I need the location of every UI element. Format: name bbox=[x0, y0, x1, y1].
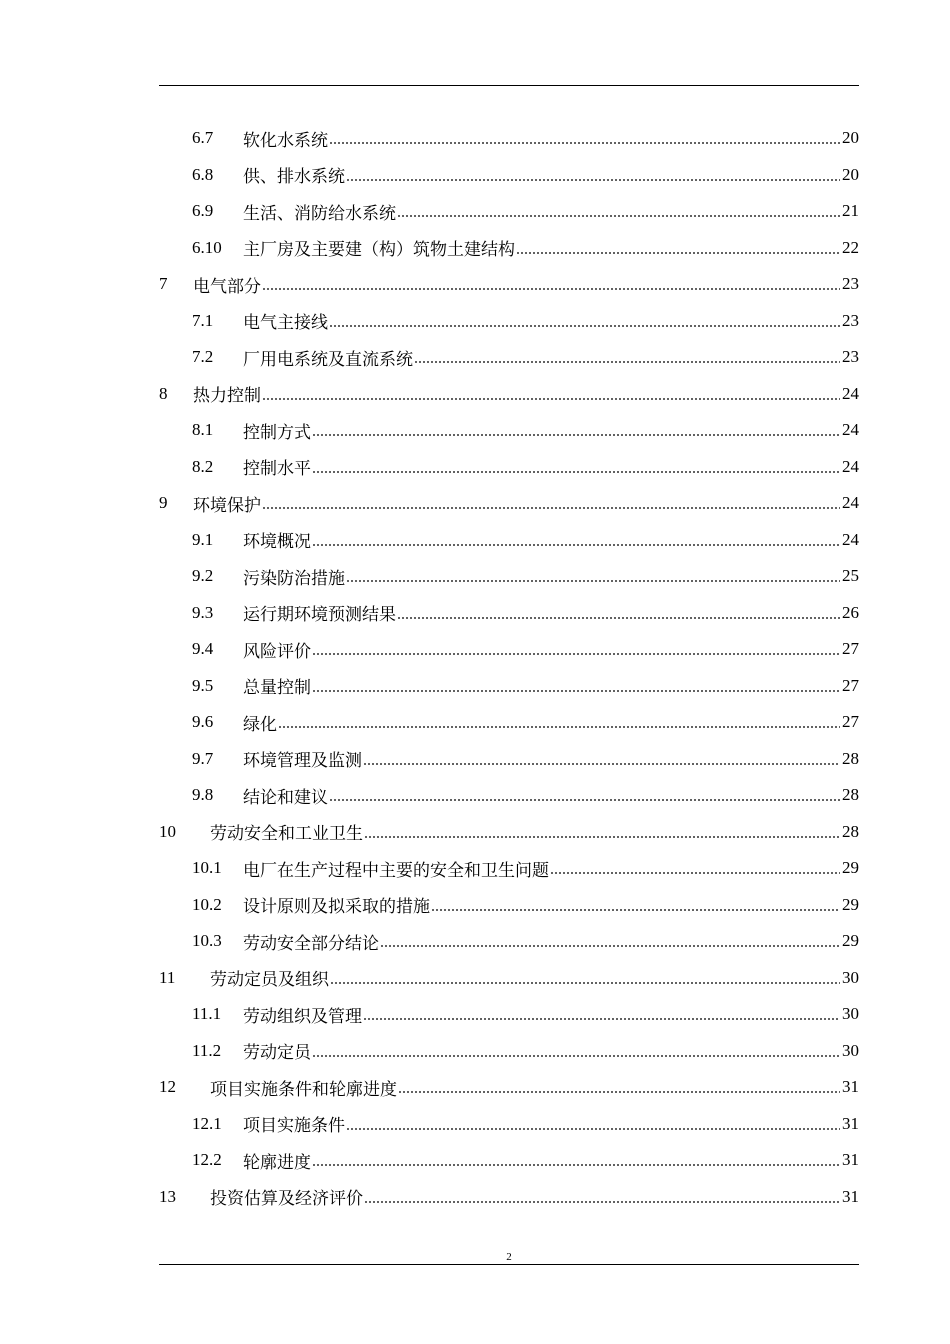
toc-dot-leader bbox=[262, 397, 840, 401]
toc-entry-number: 13 bbox=[159, 1186, 176, 1206]
toc-entry-page: 30 bbox=[842, 1004, 859, 1024]
toc-entry-number: 12.2 bbox=[192, 1150, 222, 1170]
toc-entry-number: 12 bbox=[159, 1077, 176, 1097]
toc-dot-leader bbox=[278, 725, 840, 729]
toc-entry-page: 20 bbox=[842, 128, 859, 148]
toc-entry[interactable] bbox=[159, 157, 859, 194]
toc-entry-page: 28 bbox=[842, 785, 859, 805]
toc-entry[interactable] bbox=[159, 120, 859, 157]
toc-dot-leader bbox=[363, 1017, 840, 1021]
toc-entry-title: 设计原则及拟采取的措施 bbox=[243, 897, 430, 917]
toc-entry[interactable] bbox=[159, 704, 859, 741]
toc-entry[interactable] bbox=[159, 668, 859, 705]
toc-dot-leader bbox=[312, 433, 840, 437]
toc-dot-leader bbox=[346, 1127, 840, 1131]
toc-entry-title: 环境保护 bbox=[193, 495, 261, 515]
toc-entry-number: 11 bbox=[159, 967, 176, 987]
header-rule bbox=[159, 85, 859, 86]
toc-entry[interactable] bbox=[159, 814, 859, 851]
toc-entry[interactable] bbox=[159, 631, 859, 668]
toc-dot-leader bbox=[312, 470, 840, 474]
toc-dot-leader bbox=[262, 287, 840, 291]
toc-entry-page: 23 bbox=[842, 274, 859, 294]
toc-entry[interactable] bbox=[159, 595, 859, 632]
toc-entry-title: 污染防治措施 bbox=[243, 568, 345, 588]
toc-dot-leader bbox=[364, 1200, 840, 1204]
toc-entry-page: 29 bbox=[842, 894, 859, 914]
toc-entry-number: 7 bbox=[159, 274, 168, 294]
toc-entry-title: 劳动定员及组织 bbox=[210, 970, 329, 990]
toc-entry[interactable] bbox=[159, 1179, 859, 1216]
toc-entry-title: 项目实施条件和轮廓进度 bbox=[210, 1079, 397, 1099]
toc-entry-number: 10 bbox=[159, 821, 176, 841]
toc-entry[interactable] bbox=[159, 1142, 859, 1179]
toc-dot-leader bbox=[330, 981, 840, 985]
toc-entry-page: 24 bbox=[842, 529, 859, 549]
toc-entry-page: 23 bbox=[842, 347, 859, 367]
footer-rule bbox=[159, 1264, 859, 1265]
toc-entry-page: 24 bbox=[842, 383, 859, 403]
toc-entry-title: 厂用电系统及直流系统 bbox=[243, 349, 413, 369]
toc-dot-leader bbox=[398, 1090, 840, 1094]
toc-entry-number: 12.1 bbox=[192, 1113, 222, 1133]
toc-entry-number: 8 bbox=[159, 383, 168, 403]
toc-entry-title: 控制水平 bbox=[243, 459, 311, 479]
toc-entry-number: 10.1 bbox=[192, 858, 222, 878]
toc-entry[interactable] bbox=[159, 412, 859, 449]
toc-entry[interactable] bbox=[159, 558, 859, 595]
toc-entry-page: 29 bbox=[842, 858, 859, 878]
toc-entry-title: 供、排水系统 bbox=[243, 167, 345, 187]
toc-entry-title: 软化水系统 bbox=[243, 130, 328, 150]
toc-entry-title: 劳动定员 bbox=[243, 1043, 311, 1063]
toc-entry-number: 9.5 bbox=[192, 675, 214, 695]
toc-entry-number: 11.2 bbox=[192, 1040, 222, 1060]
toc-dot-leader bbox=[346, 178, 840, 182]
toc-dot-leader bbox=[312, 689, 840, 693]
toc-entry[interactable] bbox=[159, 887, 859, 924]
toc-entry-number: 6.8 bbox=[192, 164, 214, 184]
toc-entry-page: 24 bbox=[842, 456, 859, 476]
toc-entry-title: 总量控制 bbox=[243, 678, 311, 698]
toc-entry-number: 7.1 bbox=[192, 310, 214, 330]
toc-entry[interactable] bbox=[159, 960, 859, 997]
toc-entry-title: 热力控制 bbox=[193, 386, 261, 406]
toc-dot-leader bbox=[550, 871, 840, 875]
toc-entry-page: 25 bbox=[842, 566, 859, 586]
toc-entry-page: 28 bbox=[842, 748, 859, 768]
toc-entry-title: 劳动组织及管理 bbox=[243, 1006, 362, 1026]
toc-dot-leader bbox=[397, 214, 840, 218]
toc-entry-page: 23 bbox=[842, 310, 859, 330]
toc-entry-number: 9.3 bbox=[192, 602, 214, 622]
toc-entry[interactable] bbox=[159, 996, 859, 1033]
toc-entry[interactable] bbox=[159, 850, 859, 887]
toc-entry-number: 9.6 bbox=[192, 712, 214, 732]
toc-entry-page: 24 bbox=[842, 493, 859, 513]
toc-entry-number: 9.8 bbox=[192, 785, 214, 805]
toc-dot-leader bbox=[312, 1054, 840, 1058]
toc-entry-page: 31 bbox=[842, 1113, 859, 1133]
toc-dot-leader bbox=[516, 251, 840, 255]
toc-entry-title: 劳动安全和工业卫生 bbox=[210, 824, 363, 844]
toc-entry-title: 结论和建议 bbox=[243, 787, 328, 807]
toc-entry-number: 6.9 bbox=[192, 201, 214, 221]
toc-entry[interactable] bbox=[159, 1069, 859, 1106]
toc-entry-page: 20 bbox=[842, 164, 859, 184]
toc-entry-number: 9.2 bbox=[192, 566, 214, 586]
toc-dot-leader bbox=[329, 798, 840, 802]
toc-entry-title: 电气部分 bbox=[193, 276, 261, 296]
page-number: 2 bbox=[506, 1251, 512, 1263]
toc-entry[interactable] bbox=[159, 449, 859, 486]
toc-dot-leader bbox=[312, 543, 840, 547]
toc-entry-title: 风险评价 bbox=[243, 641, 311, 661]
toc-entry-number: 6.10 bbox=[192, 237, 222, 257]
table-of-contents bbox=[159, 120, 859, 1215]
toc-dot-leader bbox=[312, 1163, 840, 1167]
toc-entry-number: 6.7 bbox=[192, 128, 214, 148]
toc-entry[interactable] bbox=[159, 485, 859, 522]
toc-entry-title: 控制方式 bbox=[243, 422, 311, 442]
toc-entry-number: 10.2 bbox=[192, 894, 222, 914]
toc-entry[interactable] bbox=[159, 303, 859, 340]
toc-entry[interactable] bbox=[159, 376, 859, 413]
toc-entry-number: 9.4 bbox=[192, 639, 214, 659]
toc-entry-number: 9.7 bbox=[192, 748, 214, 768]
toc-entry-page: 27 bbox=[842, 639, 859, 659]
toc-dot-leader bbox=[329, 324, 840, 328]
toc-entry-title: 轮廓进度 bbox=[243, 1152, 311, 1172]
toc-entry[interactable] bbox=[159, 777, 859, 814]
toc-dot-leader bbox=[346, 579, 840, 583]
toc-dot-leader bbox=[364, 835, 840, 839]
toc-entry-page: 21 bbox=[842, 201, 859, 221]
toc-entry[interactable] bbox=[159, 741, 859, 778]
toc-entry-page: 30 bbox=[842, 1040, 859, 1060]
toc-entry-title: 投资估算及经济评价 bbox=[210, 1189, 363, 1209]
toc-entry[interactable] bbox=[159, 339, 859, 376]
toc-entry[interactable] bbox=[159, 1033, 859, 1070]
toc-entry[interactable] bbox=[159, 522, 859, 559]
toc-entry-page: 29 bbox=[842, 931, 859, 951]
toc-entry-title: 劳动安全部分结论 bbox=[243, 933, 379, 953]
toc-entry-number: 8.2 bbox=[192, 456, 214, 476]
toc-entry-title: 电气主接线 bbox=[243, 313, 328, 333]
toc-entry-page: 22 bbox=[842, 237, 859, 257]
toc-entry-number: 10.3 bbox=[192, 931, 222, 951]
toc-dot-leader bbox=[262, 506, 840, 510]
toc-entry-page: 31 bbox=[842, 1186, 859, 1206]
toc-dot-leader bbox=[312, 652, 840, 656]
toc-entry-page: 31 bbox=[842, 1077, 859, 1097]
toc-entry-page: 31 bbox=[842, 1150, 859, 1170]
toc-entry-number: 7.2 bbox=[192, 347, 214, 367]
toc-entry-title: 项目实施条件 bbox=[243, 1116, 345, 1136]
toc-entry-page: 28 bbox=[842, 821, 859, 841]
toc-entry-title: 运行期环境预测结果 bbox=[243, 605, 396, 625]
toc-entry-title: 主厂房及主要建（构）筑物土建结构 bbox=[243, 240, 515, 260]
toc-dot-leader bbox=[414, 360, 840, 364]
toc-dot-leader bbox=[329, 141, 840, 145]
toc-entry-title: 电厂在生产过程中主要的安全和卫生问题 bbox=[243, 860, 549, 880]
toc-dot-leader bbox=[397, 616, 840, 620]
toc-entry-title: 环境概况 bbox=[243, 532, 311, 552]
toc-entry[interactable] bbox=[159, 266, 859, 303]
toc-entry-page: 26 bbox=[842, 602, 859, 622]
toc-entry-number: 9 bbox=[159, 493, 168, 513]
toc-entry-title: 绿化 bbox=[243, 714, 277, 734]
toc-dot-leader bbox=[431, 908, 840, 912]
toc-entry-page: 27 bbox=[842, 712, 859, 732]
toc-dot-leader bbox=[363, 762, 840, 766]
toc-entry[interactable] bbox=[159, 193, 859, 230]
toc-entry-number: 11.1 bbox=[192, 1004, 222, 1024]
toc-entry[interactable] bbox=[159, 230, 859, 267]
toc-entry-number: 8.1 bbox=[192, 420, 214, 440]
toc-entry-number: 9.1 bbox=[192, 529, 214, 549]
toc-entry-title: 生活、消防给水系统 bbox=[243, 203, 396, 223]
toc-entry-page: 24 bbox=[842, 420, 859, 440]
toc-entry-title: 环境管理及监测 bbox=[243, 751, 362, 771]
toc-dot-leader bbox=[380, 944, 840, 948]
toc-entry-page: 27 bbox=[842, 675, 859, 695]
toc-entry-page: 30 bbox=[842, 967, 859, 987]
toc-entry[interactable] bbox=[159, 1106, 859, 1143]
toc-entry[interactable] bbox=[159, 923, 859, 960]
